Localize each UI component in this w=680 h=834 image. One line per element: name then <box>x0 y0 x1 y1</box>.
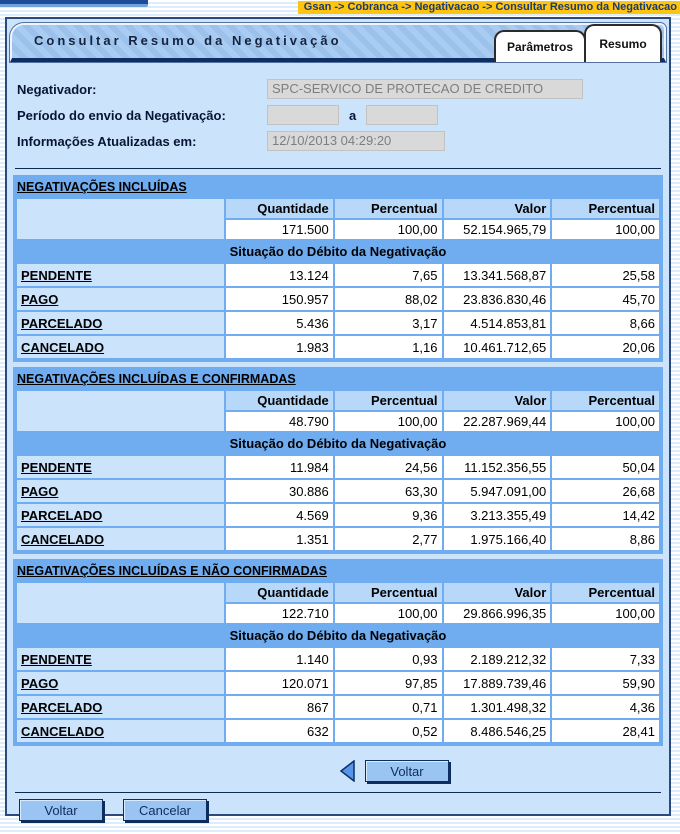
cell-value: 10.461.712,65 <box>444 336 551 358</box>
cell-value: 11.984 <box>226 456 333 478</box>
row-link-parcelado[interactable]: PARCELADO <box>17 696 224 718</box>
back-arrow-icon[interactable] <box>339 760 357 782</box>
total-percentual-1: 100,00 <box>335 412 442 431</box>
cell-value: 120.071 <box>226 672 333 694</box>
titlebar <box>10 23 666 62</box>
row-link-cancelado[interactable]: CANCELADO <box>17 720 224 742</box>
cell-value: 1.301.498,32 <box>444 696 551 718</box>
total-percentual-2: 100,00 <box>552 412 659 431</box>
section-incluidas <box>13 175 663 362</box>
row-link-cancelado[interactable]: CANCELADO <box>17 336 224 358</box>
cell-value: 4.569 <box>226 504 333 526</box>
situacao-subheader: Situação do Débito da Negativação <box>229 628 447 643</box>
section-incluidas-table <box>15 197 661 360</box>
footer-buttons <box>19 799 669 821</box>
row-link-parcelado[interactable]: PARCELADO <box>17 504 224 526</box>
negativador-field[interactable]: SPC-SERVICO DE PROTECAO DE CREDITO <box>267 79 583 99</box>
cell-value: 17.889.739,46 <box>444 672 551 694</box>
table-row <box>17 696 659 718</box>
negativador-label: Negativador: <box>17 81 97 97</box>
col-percentual-2: Percentual <box>552 199 659 218</box>
cell-value: 3,17 <box>335 312 442 334</box>
section-incluidas-title[interactable]: NEGATIVAÇÕES INCLUÍDAS <box>17 180 187 194</box>
corner-cell <box>17 391 224 431</box>
table-row <box>17 264 659 286</box>
col-quantidade: Quantidade <box>226 391 333 410</box>
table-row <box>17 672 659 694</box>
situacao-subheader: Situação do Débito da Negativação <box>229 244 447 259</box>
voltar-bottom-button[interactable]: Voltar <box>19 799 103 821</box>
cell-value: 1.351 <box>226 528 333 550</box>
tab-parametros-label: Parâmetros <box>506 40 574 54</box>
col-percentual-2: Percentual <box>552 583 659 602</box>
row-link-pendente[interactable]: PENDENTE <box>17 648 224 670</box>
atualizadas-label: Informações Atualizadas em: <box>17 133 197 149</box>
cancelar-button[interactable]: Cancelar <box>123 799 207 821</box>
row-link-pago[interactable]: PAGO <box>17 288 224 310</box>
cell-value: 0,52 <box>335 720 442 742</box>
section-confirmadas-title[interactable]: NEGATIVAÇÕES INCLUÍDAS E CONFIRMADAS <box>17 372 296 386</box>
cell-value: 1,16 <box>335 336 442 358</box>
table-row <box>17 456 659 478</box>
section-nao-confirmadas-table <box>15 581 661 744</box>
row-link-pago[interactable]: PAGO <box>17 480 224 502</box>
cell-value: 63,30 <box>335 480 442 502</box>
tab-resumo[interactable] <box>584 24 662 62</box>
main-panel <box>5 17 671 816</box>
col-valor: Valor <box>444 391 551 410</box>
cell-value: 20,06 <box>552 336 659 358</box>
cell-value: 25,58 <box>552 264 659 286</box>
periodo-from-field[interactable] <box>267 105 339 125</box>
col-percentual-1: Percentual <box>335 583 442 602</box>
cell-value: 632 <box>226 720 333 742</box>
cell-value: 59,90 <box>552 672 659 694</box>
cell-value: 24,56 <box>335 456 442 478</box>
form-row-atualizadas <box>17 128 669 154</box>
corner-cell <box>17 583 224 623</box>
col-percentual-1: Percentual <box>335 391 442 410</box>
table-row <box>17 288 659 310</box>
summary-form <box>7 62 669 160</box>
breadcrumb[interactable]: Gsan -> Cobranca -> Negativacao -> Consultar Resumo da Negativacao <box>298 1 680 14</box>
voltar-middle-button[interactable]: Voltar <box>365 760 449 782</box>
total-percentual-1: 100,00 <box>335 220 442 239</box>
cell-value: 0,71 <box>335 696 442 718</box>
table-row <box>17 336 659 358</box>
page-title: Consultar Resumo da Negativação <box>34 33 342 48</box>
tab-resumo-label: Resumo <box>599 37 647 51</box>
total-quantidade: 171.500 <box>226 220 333 239</box>
corner-cell <box>17 199 224 239</box>
cropped-menubar-fragment <box>0 0 148 7</box>
col-valor: Valor <box>444 199 551 218</box>
total-percentual-2: 100,00 <box>552 604 659 623</box>
table-row <box>17 528 659 550</box>
cell-value: 8.486.546,25 <box>444 720 551 742</box>
cell-value: 0,93 <box>335 648 442 670</box>
cell-value: 1.983 <box>226 336 333 358</box>
cell-value: 2,77 <box>335 528 442 550</box>
cell-value: 45,70 <box>552 288 659 310</box>
periodo-to-field[interactable] <box>366 105 438 125</box>
top-strip <box>0 0 680 17</box>
cell-value: 1.975.166,40 <box>444 528 551 550</box>
table-row <box>17 720 659 742</box>
cell-value: 13.124 <box>226 264 333 286</box>
col-valor: Valor <box>444 583 551 602</box>
cell-value: 5.947.091,00 <box>444 480 551 502</box>
cell-value: 23.836.830,46 <box>444 288 551 310</box>
cell-value: 14,42 <box>552 504 659 526</box>
form-separator <box>15 168 661 169</box>
cell-value: 11.152.356,55 <box>444 456 551 478</box>
col-quantidade: Quantidade <box>226 199 333 218</box>
atualizadas-field[interactable]: 12/10/2013 04:29:20 <box>267 131 445 151</box>
row-link-pendente[interactable]: PENDENTE <box>17 264 224 286</box>
section-nao-confirmadas <box>13 559 663 746</box>
total-valor: 22.287.969,44 <box>444 412 551 431</box>
cell-value: 7,65 <box>335 264 442 286</box>
cell-value: 8,86 <box>552 528 659 550</box>
row-link-pago[interactable]: PAGO <box>17 672 224 694</box>
footer-separator <box>15 792 661 793</box>
table-row <box>17 504 659 526</box>
cell-value: 97,85 <box>335 672 442 694</box>
total-percentual-1: 100,00 <box>335 604 442 623</box>
cell-value: 4,36 <box>552 696 659 718</box>
cell-value: 867 <box>226 696 333 718</box>
cell-value: 8,66 <box>552 312 659 334</box>
section-confirmadas-table <box>15 389 661 552</box>
col-quantidade: Quantidade <box>226 583 333 602</box>
row-link-pendente[interactable]: PENDENTE <box>17 456 224 478</box>
total-quantidade: 122.710 <box>226 604 333 623</box>
row-link-parcelado[interactable]: PARCELADO <box>17 312 224 334</box>
cell-value: 5.436 <box>226 312 333 334</box>
periodo-label: Período do envio da Negativação: <box>17 107 226 123</box>
form-row-periodo <box>17 102 669 128</box>
tab-parametros[interactable] <box>494 30 586 62</box>
total-valor: 52.154.965,79 <box>444 220 551 239</box>
total-percentual-2: 100,00 <box>552 220 659 239</box>
cell-value: 88,02 <box>335 288 442 310</box>
cell-value: 4.514.853,81 <box>444 312 551 334</box>
col-percentual-1: Percentual <box>335 199 442 218</box>
situacao-subheader: Situação do Débito da Negativação <box>229 436 447 451</box>
total-quantidade: 48.790 <box>226 412 333 431</box>
form-row-negativador <box>17 76 669 102</box>
cell-value: 2.189.212,32 <box>444 648 551 670</box>
cell-value: 28,41 <box>552 720 659 742</box>
cell-value: 150.957 <box>226 288 333 310</box>
back-row <box>119 760 669 782</box>
cell-value: 3.213.355,49 <box>444 504 551 526</box>
col-percentual-2: Percentual <box>552 391 659 410</box>
cell-value: 9,36 <box>335 504 442 526</box>
section-confirmadas <box>13 367 663 554</box>
table-row <box>17 312 659 334</box>
cell-value: 50,04 <box>552 456 659 478</box>
cell-value: 30.886 <box>226 480 333 502</box>
cell-value: 7,33 <box>552 648 659 670</box>
cell-value: 26,68 <box>552 480 659 502</box>
table-row <box>17 648 659 670</box>
table-row <box>17 480 659 502</box>
total-valor: 29.866.996,35 <box>444 604 551 623</box>
periodo-separator: a <box>349 107 357 123</box>
row-link-cancelado[interactable]: CANCELADO <box>17 528 224 550</box>
cell-value: 13.341.568,87 <box>444 264 551 286</box>
section-nao-confirmadas-title[interactable]: NEGATIVAÇÕES INCLUÍDAS E NÃO CONFIRMADAS <box>17 564 327 578</box>
cell-value: 1.140 <box>226 648 333 670</box>
